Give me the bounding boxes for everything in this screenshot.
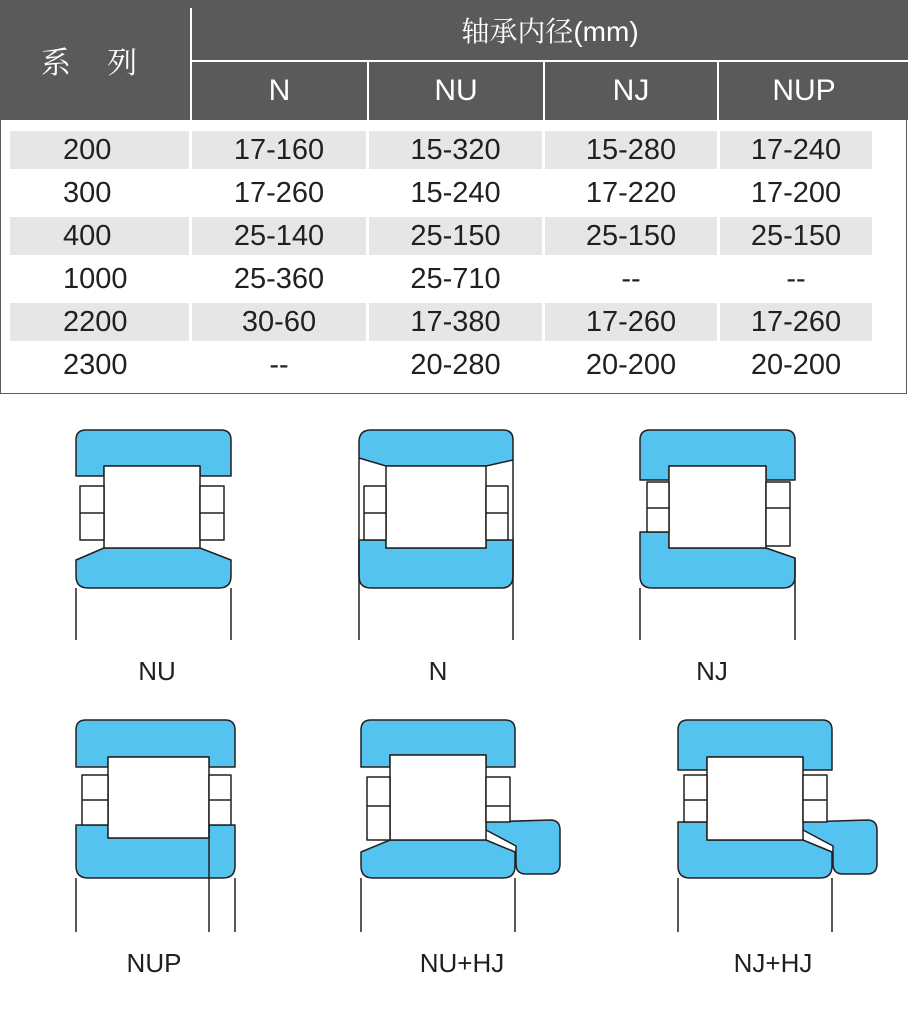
bearing-diagram-nj-hj [678,720,877,932]
value-cell: 17-240 [720,131,872,169]
value-cell: 17-260 [720,303,872,341]
value-cell: 25-150 [369,217,542,255]
value-cell: 17-160 [192,131,366,169]
diagram-label-nu: NU [138,656,176,686]
diagram-label-n: N [428,656,448,686]
value-cell: 15-240 [410,176,501,209]
bore-diameter-header: 轴承内径(mm) [461,16,639,47]
column-header-n: N [268,74,291,107]
value-cell: 15-280 [545,131,717,169]
value-cell: 20-200 [750,348,842,381]
series-cell: 1000 [63,262,128,295]
value-cell: 30-60 [192,303,366,341]
value-cell: 15-320 [369,131,542,169]
bearing-diagram-nu-hj [361,720,560,932]
value-cell: 25-150 [720,217,872,255]
value-cell: 17-200 [750,176,842,209]
bearing-diagram-nu [76,430,231,640]
series-cell: 200 [10,131,189,169]
diagram-label-nup: NUP [126,948,182,978]
value-cell: 17-260 [545,303,717,341]
value-cell: 17-220 [585,176,677,209]
diagram-label-nj: NJ [696,656,728,686]
bearing-diagram-nj [640,430,795,640]
column-header-nu: NU [434,74,478,107]
column-header-nj: NJ [612,74,650,107]
value-cell: 20-280 [410,348,501,381]
series-cell: 400 [10,217,189,255]
bearing-diagram-nup [76,720,235,932]
value-cell: 25-360 [233,262,325,295]
column-header-nup: NUP [772,74,836,107]
series-cell: 2200 [10,303,189,341]
bearing-diagram-n [359,430,513,640]
value-cell: 25-150 [545,217,717,255]
value-cell: 17-260 [233,176,325,209]
value-cell: 25-140 [192,217,366,255]
series-header: 系 列 [40,47,152,80]
diagram-label-nu-hj: NU+HJ [419,948,505,978]
value-cell: 25-710 [410,262,501,295]
value-cell: -- [621,262,641,295]
value-cell: -- [269,348,289,381]
value-cell: 20-200 [585,348,677,381]
series-cell: 300 [63,176,112,209]
series-cell: 2300 [63,348,128,381]
value-cell: 17-380 [369,303,542,341]
value-cell: -- [786,262,806,295]
diagram-label-nj-hj: NJ+HJ [733,948,813,978]
